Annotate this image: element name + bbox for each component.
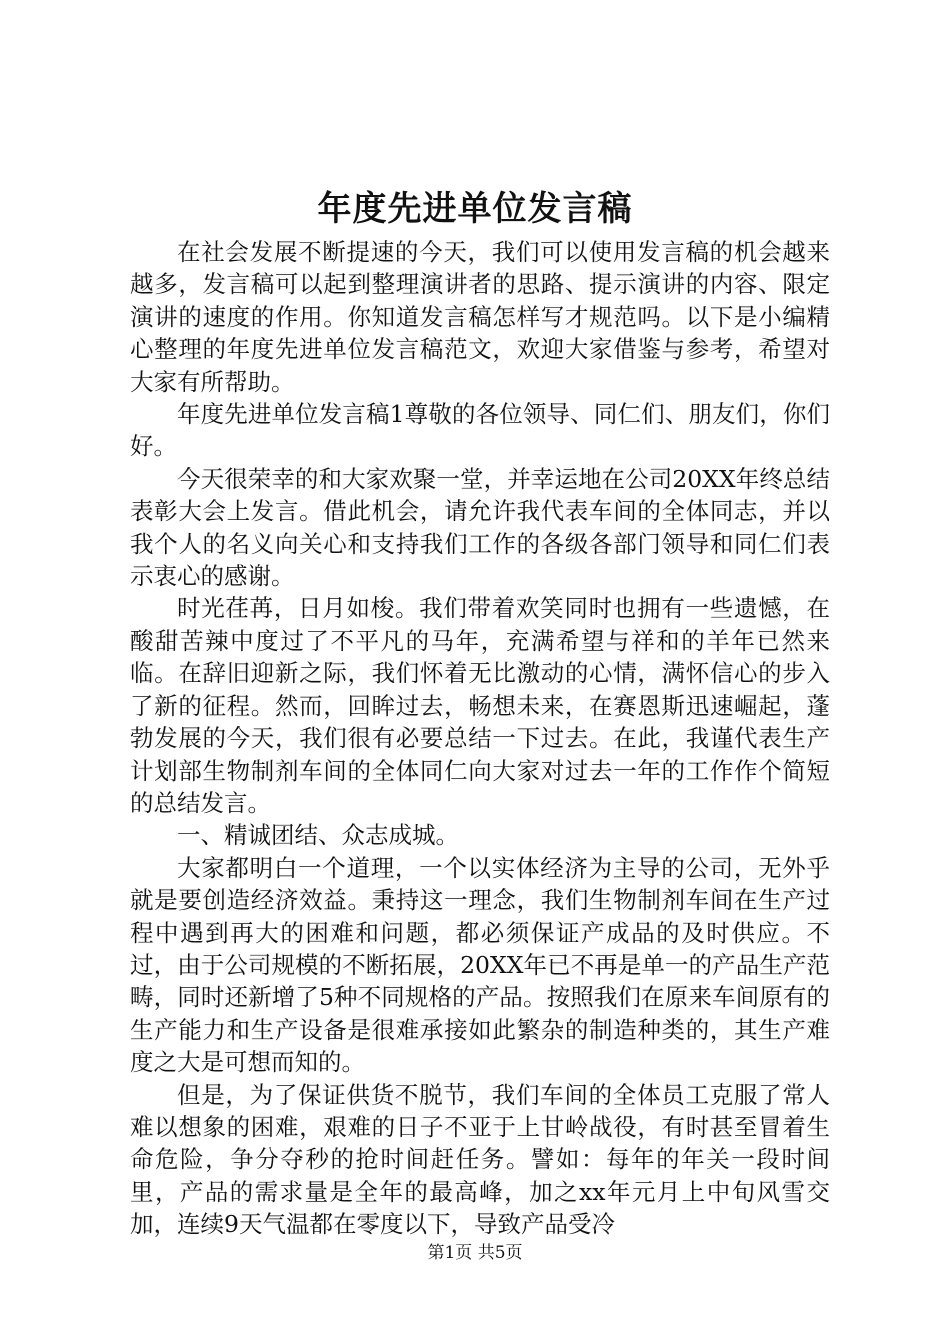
paragraph: 今天很荣幸的和大家欢聚一堂，并幸运地在公司20XX年终总结表彰大会上发言。借此机会，请允许我代表车间的全体同志，并以我个人的名义向关心和支持我们工作的各级各部门领导和同仁们表示衷心的感谢。 (130, 464, 830, 591)
paragraph: 时光荏苒，日月如梭。我们带着欢笑同时也拥有一些遗憾，在酸甜苦辣中度过了不平凡的马年，充满希望与祥和的羊年已然来临。在辞旧迎新之际，我们怀着无比激动的心情，满怀信心的步入了新的征程。然而，回眸过去，畅想未来，在赛恩斯迅速崛起，蓬勃发展的今天，我们很有必要总结一下过去。在此，我谨代表生产计划部生物制剂车间的全体同仁向大家对过去一年的工作作个简短的总结发言。 (130, 594, 830, 817)
document-body (130, 236, 830, 1241)
paragraph: 年度先进单位发言稿1尊敬的各位领导、同仁们、朋友们，你们好。 (130, 400, 830, 461)
page-number-footer: 第1页 共5页 (427, 1243, 523, 1263)
paragraph: 大家都明白一个道理，一个以实体经济为主导的公司，无外乎就是要创造经济效益。秉持这一理念，我们生物制剂车间在生产过程中遇到再大的困难和问题，都必须保证产成品的及时供应。不过，由于公司规模的不断拓展，20XX年已不再是单一的产品生产范畴，同时还新增了5种不同规格的产品。按照我们在原来车间原有的生产能力和生产设备是很难承接如此繁杂的制造种类的，其生产难度之大是可想而知的。 (130, 853, 830, 1077)
section-heading: 一、精诚团结、众志成城。 (177, 821, 459, 850)
paragraph: 在社会发展不断提速的今天，我们可以使用发言稿的机会越来越多，发言稿可以起到整理演讲者的思路、提示演讲的内容、限定演讲的速度的作用。你知道发言稿怎样写才规范吗。以下是小编精心整理的年度先进单位发言稿范文，欢迎大家借鉴与参考，希望对大家有所帮助。 (130, 238, 830, 396)
paragraph: 但是，为了保证供货不脱节，我们车间的全体员工克服了常人难以想象的困难，艰难的日子不亚于上甘岭战役，有时甚至冒着生命危险，争分夺秒的抢时间赶任务。譬如：每年的年关一段时间里，产品的需求量是全年的最高峰，加之xx年元月上中旬风雪交加，连续9天气温都在零度以下，导致产品受冷 (130, 1080, 830, 1239)
document-title: 年度先进单位发言稿 (317, 189, 633, 229)
